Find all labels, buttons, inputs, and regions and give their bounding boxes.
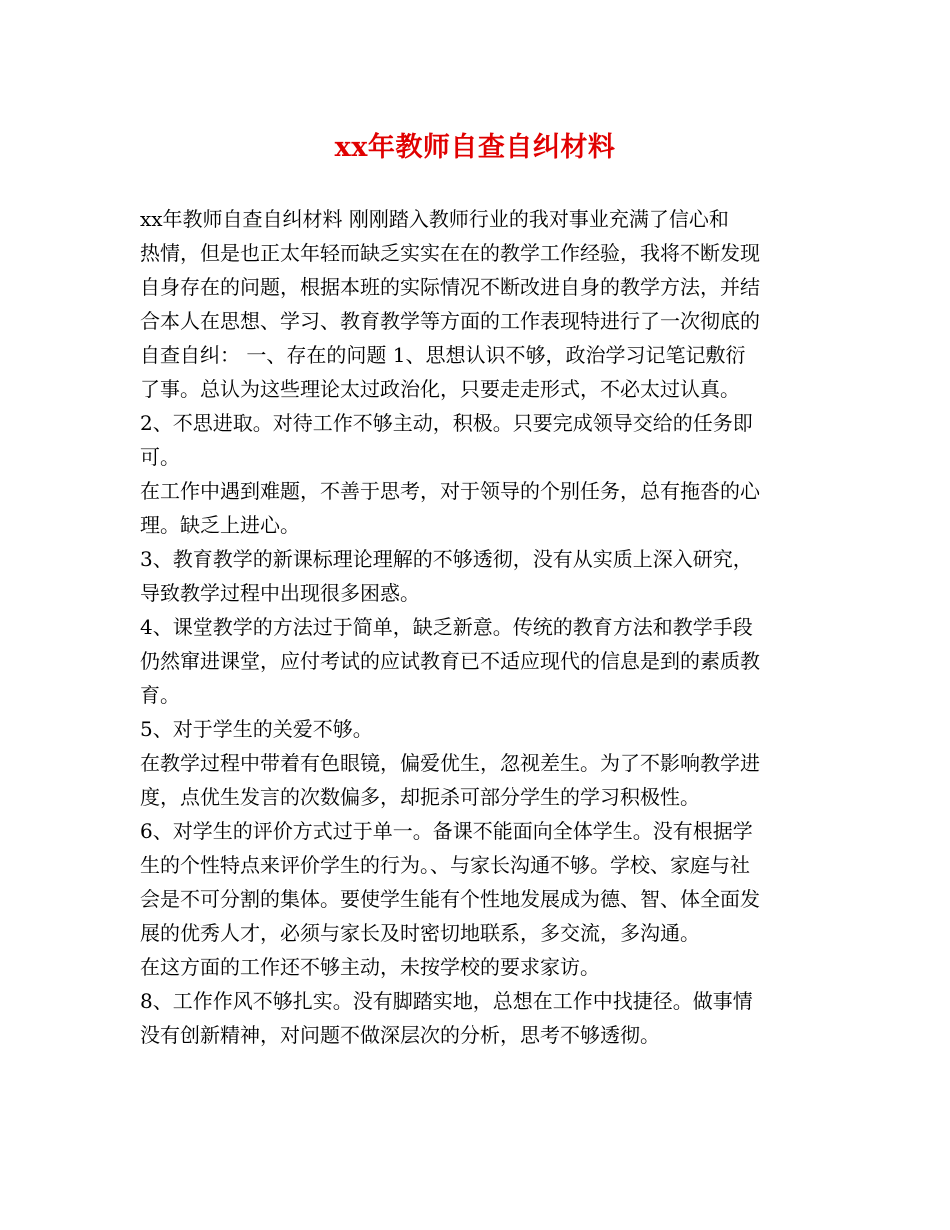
body-line: 8、工作作风不够扎实。没有脚踏实地，总想在工作中找捷径。做事情 [140,989,753,1013]
body-line: 可。 [140,445,180,469]
body-line: 育。 [140,683,180,707]
body-line: 在工作中遇到难题，不善于思考，对于领导的个别任务，总有拖沓的心 [140,479,760,503]
body-line: 4、课堂教学的方法过于简单，缺乏新意。传统的教育方法和教学手段 [140,615,753,639]
body-line: 3、教育教学的新课标理论理解的不够透彻，没有从实质上深入研究， [140,547,753,571]
body-line: 没有创新精神，对问题不做深层次的分析，思考不够透彻。 [140,1023,660,1047]
body-line: 了事。总认为这些理论太过政治化，只要走走形式，不必太过认真。 [140,377,740,401]
body-line: 自身存在的问题，根据本班的实际情况不断改进自身的教学方法，并结 [140,275,760,299]
body-line: 在这方面的工作还不够主动，未按学校的要求家访。 [140,955,600,979]
body-line: 理。缺乏上进心。 [140,513,300,537]
body-line: xx年教师自查自纠材料 刚刚踏入教师行业的我对事业充满了信心和 [140,207,729,231]
body-line: 导致教学过程中出现很多困惑。 [140,581,420,605]
body-line: 仍然窜进课堂，应付考试的应试教育已不适应现代的信息是到的素质教 [140,649,760,673]
body-line: 生的个性特点来评价学生的行为。、与家长沟通不够。学校、家庭与社 [140,853,750,877]
body-line: 会是不可分割的集体。要使学生能有个性地发展成为德、智、体全面发 [140,887,760,911]
body-line: 度，点优生发言的次数偏多，却扼杀可部分学生的学习积极性。 [140,785,700,809]
body-line: 热情，但是也正太年轻而缺乏实实在在的教学工作经验，我将不断发现 [140,241,760,265]
body-line: 2、不思进取。对待工作不够主动，积极。只要完成领导交给的任务即 [140,411,753,435]
document-title: xx年教师自查自纠材料 [334,132,616,163]
body-line: 在教学过程中带着有色眼镜，偏爱优生，忽视差生。为了不影响教学进 [140,751,760,775]
body-line: 5、对于学生的关爱不够。 [140,717,373,741]
document-body [140,202,815,1052]
body-line: 展的优秀人才，必须与家长及时密切地联系，多交流，多沟通。 [140,921,700,945]
body-line: 合本人在思想、学习、教育教学等方面的工作表现特进行了一次彻底的 [140,309,760,333]
body-line: 自查自纠： 一、存在的问题 1、思想认识不够，政治学习记笔记敷衍 [140,343,746,367]
body-line: 6、对学生的评价方式过于单一。备课不能面向全体学生。没有根据学 [140,819,753,843]
